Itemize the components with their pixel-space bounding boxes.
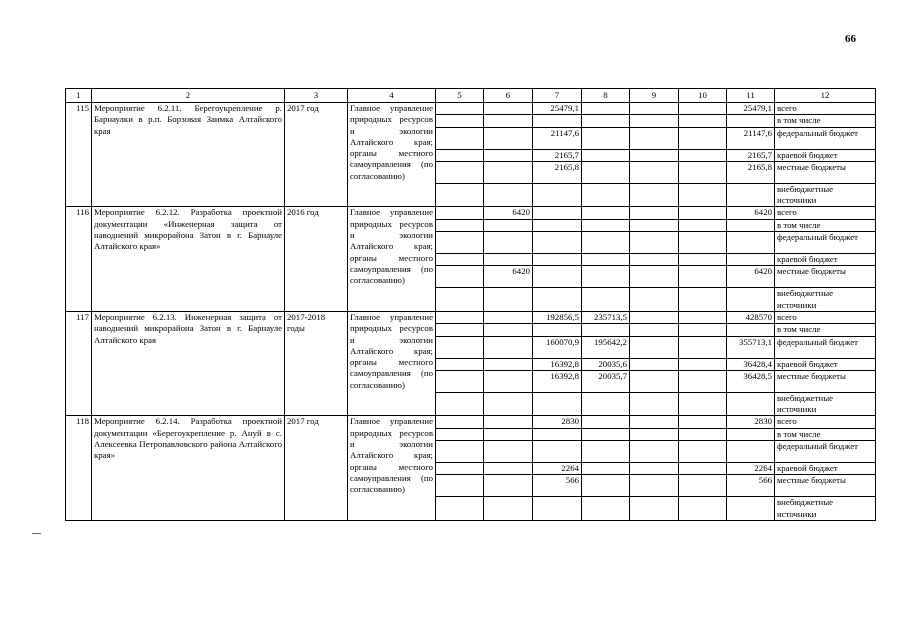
value-cell (533, 183, 582, 207)
value-cell (582, 288, 630, 312)
funding-source-label: в том числе (775, 115, 876, 127)
value-cell (727, 115, 775, 127)
value-cell (484, 336, 533, 358)
value-cell (679, 497, 727, 521)
value-cell (533, 232, 582, 254)
value-cell (436, 392, 484, 416)
value-cell (484, 183, 533, 207)
value-cell (727, 428, 775, 440)
value-cell (582, 219, 630, 231)
value-cell: 20035,6 (582, 358, 630, 370)
value-cell (436, 232, 484, 254)
value-cell (436, 115, 484, 127)
funding-source-label: местные бюджеты (775, 161, 876, 183)
funding-source-label: внебюджетные источники (775, 183, 876, 207)
value-cell (630, 336, 679, 358)
value-cell: 2165,7 (727, 149, 775, 161)
value-cell (436, 103, 484, 115)
value-cell (582, 232, 630, 254)
value-cell (630, 288, 679, 312)
value-cell (630, 441, 679, 463)
column-header: 9 (630, 89, 679, 103)
value-cell (679, 254, 727, 266)
column-header: 1 (66, 89, 92, 103)
value-cell (630, 127, 679, 149)
value-cell (484, 370, 533, 392)
value-cell (436, 219, 484, 231)
funding-source-label: внебюджетные источники (775, 392, 876, 416)
entry-period: 2017-2018 годы (285, 311, 348, 415)
funding-source-label: федеральный бюджет (775, 336, 876, 358)
value-cell (727, 392, 775, 416)
value-cell: 2165,8 (727, 161, 775, 183)
value-cell (484, 497, 533, 521)
funding-source-label: всего (775, 416, 876, 428)
value-cell (679, 161, 727, 183)
value-cell (533, 324, 582, 336)
value-cell (630, 232, 679, 254)
page-number: 66 (845, 33, 856, 45)
table-row (66, 311, 876, 323)
value-cell (436, 311, 484, 323)
value-cell (484, 254, 533, 266)
value-cell (484, 324, 533, 336)
funding-source-label: в том числе (775, 324, 876, 336)
entry-name: Мероприятие 6.2.13. Инженерная защита от наводнений микрорайона Затон в г. Барнауле Алтайского края (92, 311, 285, 415)
value-cell (582, 161, 630, 183)
value-cell (436, 207, 484, 219)
value-cell (436, 336, 484, 358)
entry-period: 2016 год (285, 207, 348, 311)
value-cell: 6420 (484, 207, 533, 219)
funding-source-label: местные бюджеты (775, 266, 876, 288)
funding-source-label: всего (775, 311, 876, 323)
value-cell (484, 115, 533, 127)
value-cell: 36428,5 (727, 370, 775, 392)
responsible-org: Главное управление природных ресурсов и экологии Алтайского края; органы местного самоуправления (по согласованию) (348, 416, 436, 520)
value-cell (679, 428, 727, 440)
value-cell (436, 358, 484, 370)
funding-source-label: внебюджетные источники (775, 288, 876, 312)
value-cell (630, 219, 679, 231)
value-cell (582, 392, 630, 416)
value-cell (679, 207, 727, 219)
value-cell (533, 254, 582, 266)
value-cell (484, 416, 533, 428)
value-cell (436, 428, 484, 440)
value-cell (436, 266, 484, 288)
margin-mark (32, 533, 41, 534)
value-cell (679, 127, 727, 149)
funding-source-label: в том числе (775, 219, 876, 231)
value-cell (533, 392, 582, 416)
budget-table (65, 88, 876, 521)
entry-name: Мероприятие 6.2.12. Разработка проектной документации «Инженерная защита от наводнений микрорайона Затон в г. Барнауле Алтайского края» (92, 207, 285, 311)
entry-number: 118 (66, 416, 92, 520)
value-cell: 21147,6 (727, 127, 775, 149)
value-cell: 6420 (727, 266, 775, 288)
value-cell (436, 370, 484, 392)
entry-name: Мероприятие 6.2.14. Разработка проектной документации «Берегоукрепление р. Ануй в с. Алексеевка Петропавловского района Алтайского края» (92, 416, 285, 520)
value-cell (630, 497, 679, 521)
value-cell (484, 441, 533, 463)
funding-source-label: федеральный бюджет (775, 232, 876, 254)
value-cell (533, 219, 582, 231)
value-cell (630, 358, 679, 370)
value-cell: 195642,2 (582, 336, 630, 358)
table-row (66, 103, 876, 115)
value-cell (630, 161, 679, 183)
column-header: 2 (92, 89, 285, 103)
value-cell (679, 103, 727, 115)
table-row (66, 207, 876, 219)
funding-source-label: краевой бюджет (775, 463, 876, 475)
column-header: 6 (484, 89, 533, 103)
value-cell: 20035,7 (582, 370, 630, 392)
responsible-org: Главное управление природных ресурсов и экологии Алтайского края; органы местного самоуправления (по согласованию) (348, 311, 436, 415)
value-cell (630, 428, 679, 440)
value-cell (727, 232, 775, 254)
column-header: 10 (679, 89, 727, 103)
value-cell (727, 441, 775, 463)
value-cell (436, 441, 484, 463)
value-cell (582, 127, 630, 149)
value-cell (582, 115, 630, 127)
value-cell: 2165,8 (533, 161, 582, 183)
value-cell (484, 161, 533, 183)
value-cell: 235713,5 (582, 311, 630, 323)
value-cell (533, 115, 582, 127)
funding-source-label: внебюджетные источники (775, 497, 876, 521)
value-cell (679, 232, 727, 254)
value-cell (436, 183, 484, 207)
value-cell (727, 254, 775, 266)
value-cell (630, 115, 679, 127)
value-cell (484, 311, 533, 323)
entry-name: Мероприятие 6.2.11. Берегоукрепление р. Барнаулки в р.п. Борзовая Заимка Алтайского края (92, 103, 285, 207)
column-header: 5 (436, 89, 484, 103)
value-cell (679, 358, 727, 370)
value-cell (630, 370, 679, 392)
value-cell: 566 (533, 475, 582, 497)
value-cell (533, 288, 582, 312)
value-cell (436, 324, 484, 336)
value-cell (679, 149, 727, 161)
value-cell: 2830 (727, 416, 775, 428)
value-cell (484, 392, 533, 416)
value-cell (582, 103, 630, 115)
value-cell (436, 254, 484, 266)
value-cell (533, 428, 582, 440)
value-cell (436, 288, 484, 312)
value-cell: 16392,8 (533, 358, 582, 370)
value-cell (727, 183, 775, 207)
funding-source-label: в том числе (775, 428, 876, 440)
value-cell (679, 115, 727, 127)
column-header: 3 (285, 89, 348, 103)
value-cell (679, 288, 727, 312)
value-cell (582, 463, 630, 475)
funding-source-label: федеральный бюджет (775, 441, 876, 463)
value-cell: 2830 (533, 416, 582, 428)
value-cell (436, 149, 484, 161)
funding-source-label: местные бюджеты (775, 475, 876, 497)
entry-period: 2017 год (285, 416, 348, 520)
value-cell (582, 441, 630, 463)
value-cell (630, 103, 679, 115)
value-cell (630, 416, 679, 428)
funding-source-label: федеральный бюджет (775, 127, 876, 149)
value-cell (679, 370, 727, 392)
value-cell: 2165,7 (533, 149, 582, 161)
value-cell (679, 183, 727, 207)
value-cell (679, 219, 727, 231)
funding-source-label: краевой бюджет (775, 358, 876, 370)
value-cell (533, 497, 582, 521)
value-cell (582, 475, 630, 497)
entry-period: 2017 год (285, 103, 348, 207)
funding-source-label: всего (775, 103, 876, 115)
value-cell (630, 183, 679, 207)
value-cell (630, 324, 679, 336)
value-cell (582, 183, 630, 207)
value-cell: 25479,1 (727, 103, 775, 115)
value-cell: 192856,5 (533, 311, 582, 323)
value-cell (679, 441, 727, 463)
value-cell (630, 149, 679, 161)
value-cell (630, 207, 679, 219)
value-cell (436, 475, 484, 497)
value-cell (582, 428, 630, 440)
value-cell: 36428,4 (727, 358, 775, 370)
value-cell (679, 336, 727, 358)
value-cell (582, 207, 630, 219)
value-cell (436, 127, 484, 149)
value-cell (582, 149, 630, 161)
value-cell (436, 463, 484, 475)
value-cell (484, 149, 533, 161)
value-cell (727, 288, 775, 312)
value-cell: 160070,9 (533, 336, 582, 358)
entry-number: 117 (66, 311, 92, 415)
value-cell (679, 392, 727, 416)
value-cell (679, 463, 727, 475)
value-cell: 6420 (484, 266, 533, 288)
value-cell (582, 266, 630, 288)
column-header: 12 (775, 89, 876, 103)
column-header: 7 (533, 89, 582, 103)
column-header: 4 (348, 89, 436, 103)
value-cell (484, 475, 533, 497)
value-cell: 566 (727, 475, 775, 497)
value-cell (727, 324, 775, 336)
entry-number: 115 (66, 103, 92, 207)
value-cell: 6420 (727, 207, 775, 219)
value-cell (630, 254, 679, 266)
funding-source-label: краевой бюджет (775, 254, 876, 266)
value-cell (727, 219, 775, 231)
funding-source-label: краевой бюджет (775, 149, 876, 161)
value-cell (484, 232, 533, 254)
value-cell (679, 324, 727, 336)
column-header: 8 (582, 89, 630, 103)
value-cell: 21147,6 (533, 127, 582, 149)
value-cell (484, 428, 533, 440)
value-cell: 2264 (727, 463, 775, 475)
value-cell (436, 416, 484, 428)
value-cell (630, 392, 679, 416)
value-cell (679, 416, 727, 428)
value-cell: 16392,8 (533, 370, 582, 392)
value-cell (533, 207, 582, 219)
value-cell (484, 463, 533, 475)
value-cell (484, 127, 533, 149)
funding-source-label: местные бюджеты (775, 370, 876, 392)
value-cell (484, 219, 533, 231)
value-cell (630, 475, 679, 497)
value-cell (582, 254, 630, 266)
value-cell (679, 475, 727, 497)
value-cell (436, 161, 484, 183)
value-cell: 355713,1 (727, 336, 775, 358)
value-cell: 25479,1 (533, 103, 582, 115)
value-cell (582, 324, 630, 336)
value-cell: 428570 (727, 311, 775, 323)
table-row (66, 416, 876, 428)
funding-source-label: всего (775, 207, 876, 219)
entry-number: 116 (66, 207, 92, 311)
column-header: 11 (727, 89, 775, 103)
value-cell (533, 266, 582, 288)
value-cell (484, 288, 533, 312)
value-cell (630, 266, 679, 288)
value-cell (630, 463, 679, 475)
value-cell (484, 103, 533, 115)
value-cell: 2264 (533, 463, 582, 475)
value-cell (630, 311, 679, 323)
responsible-org: Главное управление природных ресурсов и экологии Алтайского края; органы местного самоуправления (по согласованию) (348, 103, 436, 207)
value-cell (484, 358, 533, 370)
value-cell (436, 497, 484, 521)
value-cell (582, 416, 630, 428)
table-header-row (66, 89, 876, 103)
value-cell (582, 497, 630, 521)
responsible-org: Главное управление природных ресурсов и экологии Алтайского края; органы местного самоуправления (по согласованию) (348, 207, 436, 311)
value-cell (679, 311, 727, 323)
value-cell (727, 497, 775, 521)
value-cell (533, 441, 582, 463)
value-cell (679, 266, 727, 288)
